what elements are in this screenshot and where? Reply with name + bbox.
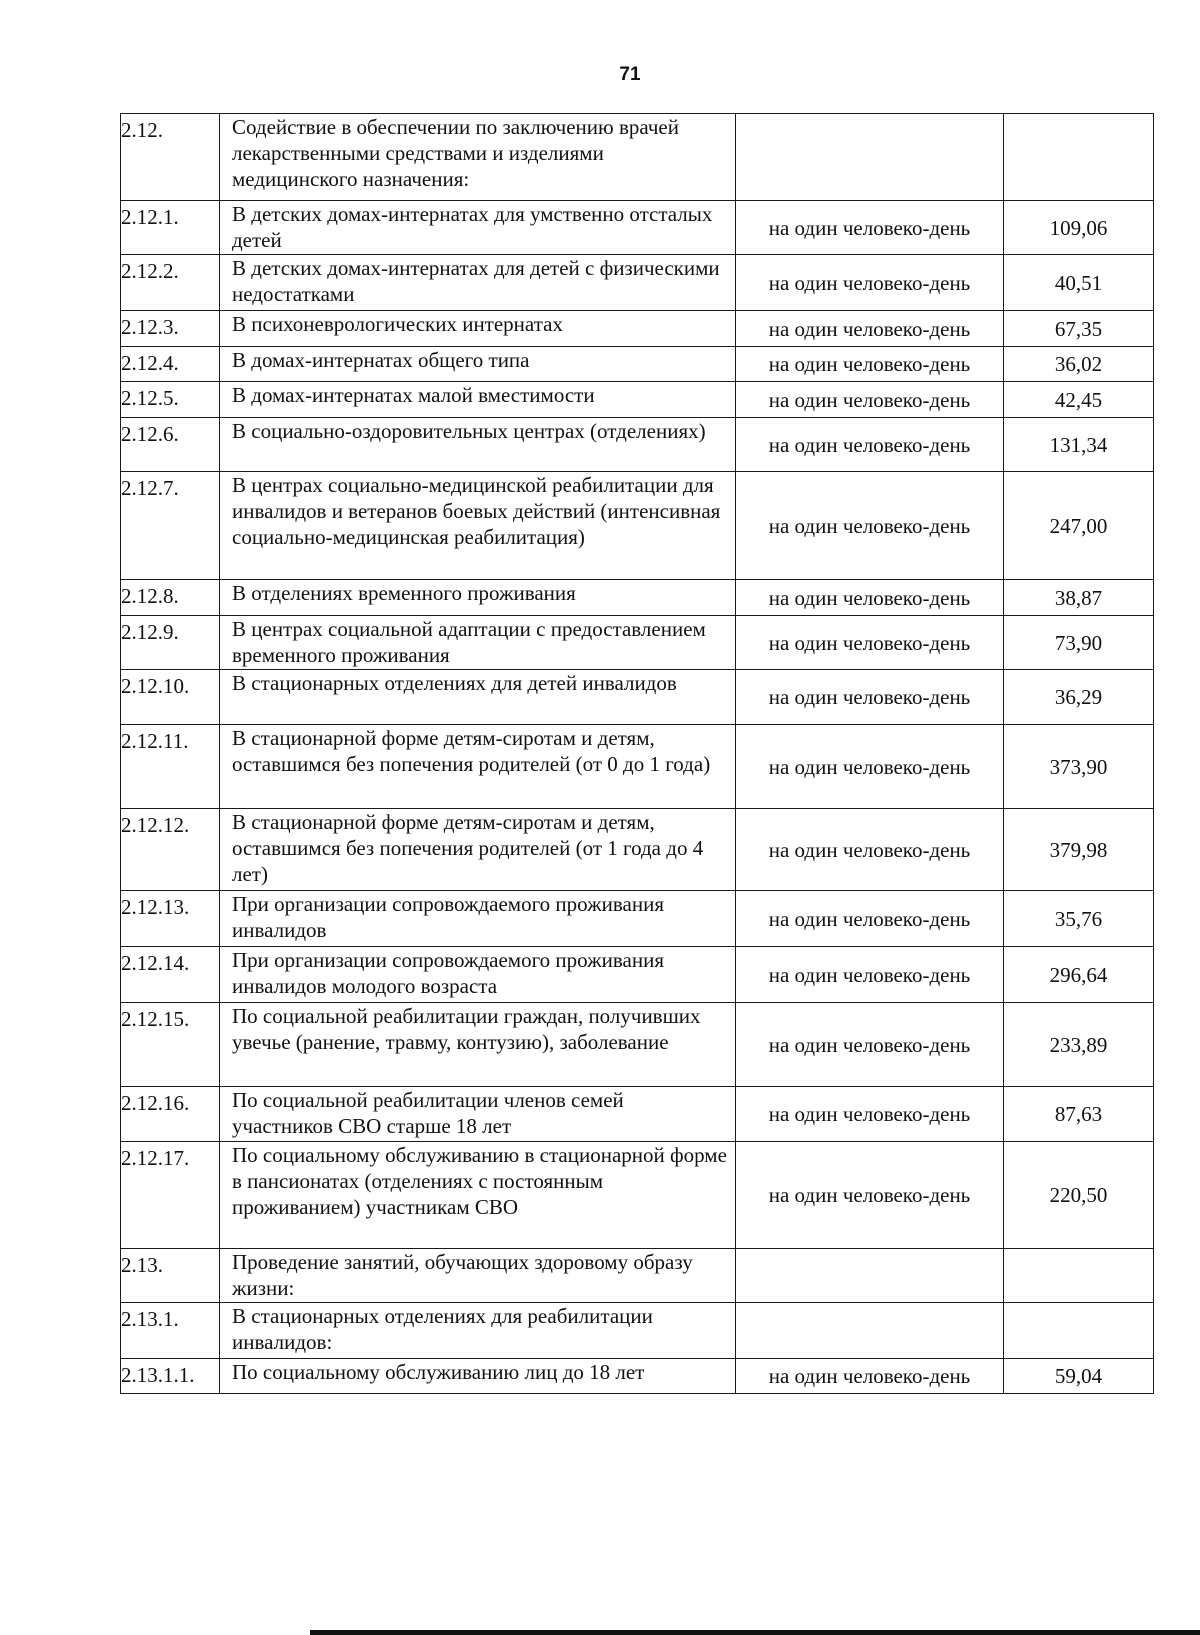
table-row bbox=[121, 114, 1154, 201]
row-value: 247,00 bbox=[1004, 472, 1154, 580]
row-value: 40,51 bbox=[1004, 255, 1154, 311]
row-name: По социальному обслуживанию в стационарной форме в пансионатах (отделениях с постоянным проживанием) участникам СВО bbox=[220, 1142, 736, 1249]
row-code: 2.12.8. bbox=[121, 580, 220, 616]
row-name: По социальной реабилитации членов семей участников СВО старше 18 лет bbox=[220, 1087, 736, 1142]
row-unit: на один человеко-день bbox=[736, 472, 1004, 580]
row-name: В стационарных отделениях для реабилитации инвалидов: bbox=[220, 1303, 736, 1359]
row-unit: на один человеко-день bbox=[736, 1142, 1004, 1249]
row-value: 38,87 bbox=[1004, 580, 1154, 616]
table-row bbox=[121, 1359, 1154, 1394]
table-row bbox=[121, 382, 1154, 418]
row-unit: на один человеко-день bbox=[736, 311, 1004, 347]
row-name: В стационарных отделениях для детей инвалидов bbox=[220, 670, 736, 725]
row-value: 35,76 bbox=[1004, 891, 1154, 947]
row-name: В социально-оздоровительных центрах (отделениях) bbox=[220, 418, 736, 472]
row-value: 379,98 bbox=[1004, 809, 1154, 891]
row-code: 2.12.6. bbox=[121, 418, 220, 472]
row-unit: на один человеко-день bbox=[736, 255, 1004, 311]
row-name: В центрах социально-медицинской реабилитации для инвалидов и ветеранов боевых действий (интенсивная социально-медицинская реабилитация) bbox=[220, 472, 736, 580]
table-row bbox=[121, 616, 1154, 670]
table-row bbox=[121, 1142, 1154, 1249]
row-unit: на один человеко-день bbox=[736, 418, 1004, 472]
row-code: 2.12.12. bbox=[121, 809, 220, 891]
table-row bbox=[121, 472, 1154, 580]
row-code: 2.12.15. bbox=[121, 1003, 220, 1087]
row-value: 131,34 bbox=[1004, 418, 1154, 472]
row-unit: на один человеко-день bbox=[736, 1087, 1004, 1142]
table-row bbox=[121, 580, 1154, 616]
row-code: 2.12.3. bbox=[121, 311, 220, 347]
table-row bbox=[121, 418, 1154, 472]
row-name: В отделениях временного проживания bbox=[220, 580, 736, 616]
row-value: 296,64 bbox=[1004, 947, 1154, 1003]
table-row bbox=[121, 311, 1154, 347]
row-value bbox=[1004, 114, 1154, 201]
row-unit: на один человеко-день bbox=[736, 382, 1004, 418]
row-code: 2.12.10. bbox=[121, 670, 220, 725]
row-unit: на один человеко-день bbox=[736, 580, 1004, 616]
row-unit: на один человеко-день bbox=[736, 1359, 1004, 1394]
row-name: В детских домах-интернатах для умственно отсталых детей bbox=[220, 201, 736, 255]
table-row bbox=[121, 1303, 1154, 1359]
row-name: При организации сопровождаемого проживания инвалидов bbox=[220, 891, 736, 947]
table-row bbox=[121, 947, 1154, 1003]
row-unit: на один человеко-день bbox=[736, 947, 1004, 1003]
row-code: 2.12.13. bbox=[121, 891, 220, 947]
row-unit: на один человеко-день bbox=[736, 891, 1004, 947]
table-row bbox=[121, 255, 1154, 311]
row-value: 59,04 bbox=[1004, 1359, 1154, 1394]
row-code: 2.13.1. bbox=[121, 1303, 220, 1359]
row-unit bbox=[736, 1303, 1004, 1359]
row-value: 87,63 bbox=[1004, 1087, 1154, 1142]
row-code: 2.12.9. bbox=[121, 616, 220, 670]
row-name: По социальному обслуживанию лиц до 18 лет bbox=[220, 1359, 736, 1394]
row-code: 2.12.7. bbox=[121, 472, 220, 580]
row-unit: на один человеко-день bbox=[736, 201, 1004, 255]
row-name: Содействие в обеспечении по заключению врачей лекарственными средствами и изделиями медицинского назначения: bbox=[220, 114, 736, 201]
row-value: 36,02 bbox=[1004, 347, 1154, 382]
table-row bbox=[121, 1087, 1154, 1142]
row-name: В домах-интернатах малой вместимости bbox=[220, 382, 736, 418]
table-row bbox=[121, 1003, 1154, 1087]
row-code: 2.12.14. bbox=[121, 947, 220, 1003]
table-row bbox=[121, 347, 1154, 382]
row-name: В стационарной форме детям-сиротам и детям, оставшимся без попечения родителей (от 0 до 1 года) bbox=[220, 725, 736, 809]
page-number: 71 bbox=[619, 64, 641, 85]
row-name: В детских домах-интернатах для детей с физическими недостатками bbox=[220, 255, 736, 311]
row-value: 109,06 bbox=[1004, 201, 1154, 255]
row-unit bbox=[736, 1249, 1004, 1303]
row-unit: на один человеко-день bbox=[736, 347, 1004, 382]
page-bottom-edge bbox=[310, 1630, 1200, 1635]
table-row bbox=[121, 1249, 1154, 1303]
row-name: При организации сопровождаемого проживания инвалидов молодого возраста bbox=[220, 947, 736, 1003]
row-code: 2.13.1.1. bbox=[121, 1359, 220, 1394]
row-name: В центрах социальной адаптации с предоставлением временного проживания bbox=[220, 616, 736, 670]
row-unit: на один человеко-день bbox=[736, 1003, 1004, 1087]
table-row bbox=[121, 891, 1154, 947]
row-value: 67,35 bbox=[1004, 311, 1154, 347]
row-value: 220,50 bbox=[1004, 1142, 1154, 1249]
row-code: 2.13. bbox=[121, 1249, 220, 1303]
row-name: В психоневрологических интернатах bbox=[220, 311, 736, 347]
row-value bbox=[1004, 1303, 1154, 1359]
row-value: 73,90 bbox=[1004, 616, 1154, 670]
table-row bbox=[121, 809, 1154, 891]
row-name: По социальной реабилитации граждан, получивших увечье (ранение, травму, контузию), заболевание bbox=[220, 1003, 736, 1087]
table-row bbox=[121, 670, 1154, 725]
row-unit: на один человеко-день bbox=[736, 725, 1004, 809]
row-unit: на один человеко-день bbox=[736, 670, 1004, 725]
row-code: 2.12.5. bbox=[121, 382, 220, 418]
row-code: 2.12.11. bbox=[121, 725, 220, 809]
row-code: 2.12.17. bbox=[121, 1142, 220, 1249]
row-name: В домах-интернатах общего типа bbox=[220, 347, 736, 382]
row-value bbox=[1004, 1249, 1154, 1303]
row-value: 233,89 bbox=[1004, 1003, 1154, 1087]
row-code: 2.12.16. bbox=[121, 1087, 220, 1142]
row-unit: на один человеко-день bbox=[736, 616, 1004, 670]
row-value: 36,29 bbox=[1004, 670, 1154, 725]
row-value: 373,90 bbox=[1004, 725, 1154, 809]
row-code: 2.12.2. bbox=[121, 255, 220, 311]
table-row bbox=[121, 725, 1154, 809]
row-code: 2.12.1. bbox=[121, 201, 220, 255]
row-value: 42,45 bbox=[1004, 382, 1154, 418]
row-code: 2.12.4. bbox=[121, 347, 220, 382]
tariff-table bbox=[120, 113, 1154, 1394]
row-name: Проведение занятий, обучающих здоровому образу жизни: bbox=[220, 1249, 736, 1303]
table-row bbox=[121, 201, 1154, 255]
row-unit: на один человеко-день bbox=[736, 809, 1004, 891]
row-name: В стационарной форме детям-сиротам и детям, оставшимся без попечения родителей (от 1 года до 4 лет) bbox=[220, 809, 736, 891]
row-unit bbox=[736, 114, 1004, 201]
row-code: 2.12. bbox=[121, 114, 220, 201]
